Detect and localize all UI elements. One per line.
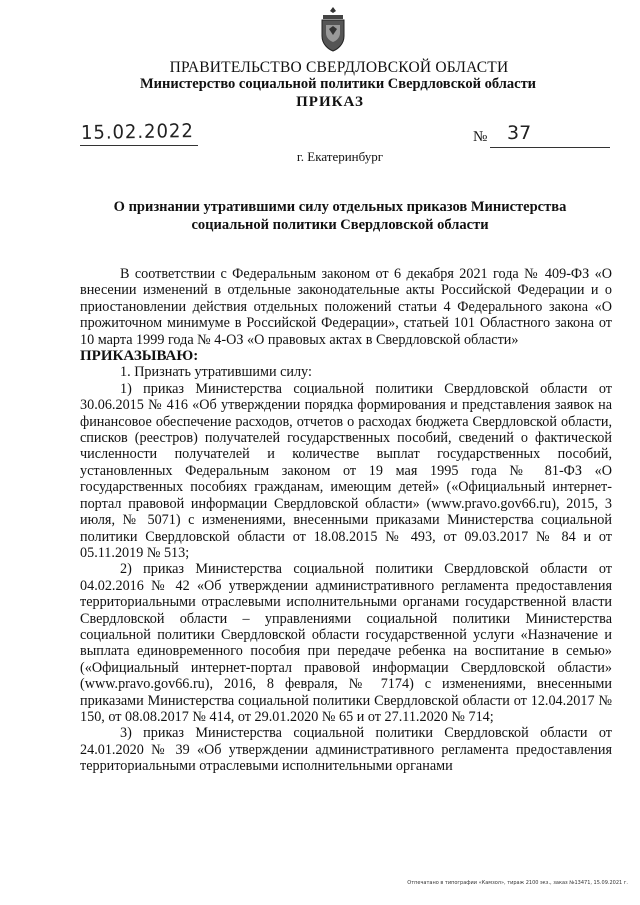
item-1: 1. Признать утратившими силу: bbox=[120, 364, 312, 381]
ministry-header: Министерство социальной политики Свердловской области bbox=[139, 76, 537, 92]
sub-item-1: 1) приказ Министерства социальной политики Свердловской области от 30.06.2015 № 416 «Об утверждении порядка формирования и представления заявок на финансовое обеспечение расходов, отчетов о расходах бюджета Свердловской области, списков (реестров) получателей государственных пособий, сведений о фактической численности получателей и количестве выплат государственных пособий, установленных Федеральным законом от 19 мая 1995 года № 81-ФЗ «О государственных пособиях гражданам, имеющим детей» («Официальный интернет-портал правовой информации Свердловской области» (www.pravo.gov66.ru), 2015, 3 июля, № 5071) с изменениями, внесенными приказами Министерства социальной политики Свердловской области от 18.08.2015 № 493, от 09.03.2017 № 84 и от 05.11.2019 № 513; bbox=[80, 380, 612, 561]
number-label: № bbox=[473, 129, 488, 145]
sub-item-3: 3) приказ Министерства социальной политики Свердловской области от 24.01.2020 № 39 «Об утверждении административного регламента предоставления территориальными отраслевыми исполнительными органами bbox=[80, 725, 612, 775]
order-date: 15.02.2022 bbox=[80, 119, 195, 145]
city: г. Екатеринбург bbox=[296, 149, 384, 164]
order-number: 37 bbox=[507, 122, 532, 144]
document-body bbox=[80, 266, 612, 775]
document-title bbox=[80, 198, 600, 234]
government-header: ПРАВИТЕЛЬСТВО СВЕРДЛОВСКОЙ ОБЛАСТИ bbox=[169, 59, 509, 76]
order-word: ПРИКАЗЫВАЮ: bbox=[80, 348, 199, 365]
print-info: Отпечатано в типографии «Камзол», тираж 2100 экз., заказ №13471, 15.09.2021 г. bbox=[407, 880, 628, 886]
title-line-2: социальной политики Свердловской области bbox=[191, 217, 489, 233]
document-type: ПРИКАЗ bbox=[296, 94, 364, 110]
coat-of-arms-icon bbox=[317, 5, 349, 53]
sub-item-2: 2) приказ Министерства социальной политики Свердловской области от 04.02.2016 № 42 «Об утверждении административного регламента предоставления территориальными отраслевыми исполнительными органами государственной власти Свердловской области – управлениями социальной политики Министерства социальной политики Свердловской области государственной услуги «Назначение и выплата единовременного пособия при передаче ребенка на воспитание в семью» («Официальный интернет-портал правовой информации Свердловской области» (www.pravo.gov66.ru), 2016, 8 февраля, № 7174) с изменениями, внесенными приказами Министерства социальной политики Свердловской области от 12.04.2017 № 150, от 08.08.2017 № 414, от 29.01.2020 № 65 и от 27.11.2020 № 714; bbox=[80, 561, 612, 725]
number-underline bbox=[490, 147, 610, 148]
date-underline bbox=[80, 145, 198, 146]
title-line-1: О признании утратившими силу отдельных приказов Министерства bbox=[113, 199, 567, 215]
preamble-paragraph: В соответствии с Федеральным законом от 6 декабря 2021 года № 409-ФЗ «О внесении изменений в отдельные законодательные акты Российской Федерации и о приостановлении действия отдельных положений статьи 4 Федерального закона «О прожиточном минимуме в Российской Федерации», статьей 101 Областного закона от 10 марта 1999 года № 4-ОЗ «О правовых актах в Свердловской области» bbox=[80, 266, 612, 348]
